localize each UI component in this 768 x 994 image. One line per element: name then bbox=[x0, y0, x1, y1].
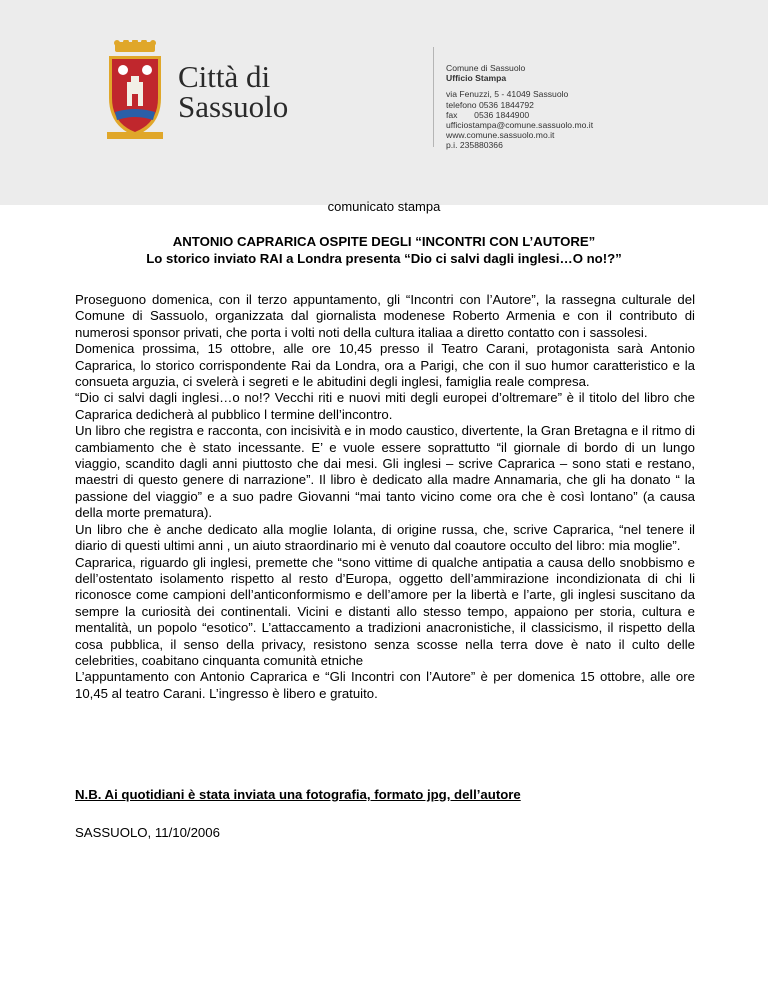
city-crest-icon bbox=[103, 40, 167, 142]
vat-line: p.i. 235880366 bbox=[446, 140, 503, 151]
paragraph: Un libro che è anche dedicato alla moglie Iolanta, di origine russa, che, scrive Caprarica, “nel tenere il diario di questi ultimi anni , un aiuto straordinario mi è venuto dal coautore occulto del libro: mia moglie”. bbox=[75, 521, 695, 554]
phone-line: telefono 0536 1844792 bbox=[446, 99, 534, 110]
paragraph: “Dio ci salvi dagli inglesi…o no!? Vecchi riti e nuovi miti degli europei d’oltremare” è il titolo del libro che Caprarica dedicherà al pubblico l termine dell’incontro. bbox=[75, 390, 695, 422]
office-name: Comune di Sassuolo bbox=[446, 63, 526, 73]
press-release-body bbox=[75, 292, 695, 702]
address-line: via Fenuzzi, 5 - 41049 Sassuolo bbox=[446, 89, 569, 100]
paragraph: L’appuntamento con Antonio Caprarica e “Gli Incontri con l’Autore” è per domenica 15 ottobre, alle ore 10,45 al teatro Carani. L’ingresso è libero e gratuito. bbox=[75, 669, 695, 701]
paragraph: Caprarica, riguardo gli inglesi, premette che “sono vittime di qualche antipatia a causa dello snobbismo e dell’ostentato isolamento rispetto al resto d’Europa, oggetto dell’ammirazione incondizionata di chi li riconosce come campioni dell’anticonformismo e dell’amore per la libertà e l’arte, gli inglesi suscitano da sempre la curiosità dei continentali. Vicini e distanti allo stesso tempo, appaiono per storia, cultura e mentalità, un popolo “esotico”. L’attaccamento a tradizioni anacronistiche, il classicismo, il rispetto della cosa pubblica, il senso della privacy, resistono senza scosse nella terra dove è nato il culto delle celebrities, coabitano cinquanta comunità etniche bbox=[75, 554, 695, 668]
headline bbox=[100, 233, 668, 267]
fax-line: fax 0536 1844900 bbox=[446, 109, 530, 120]
office-contacts bbox=[446, 63, 593, 151]
paragraph: Proseguono domenica, con il terzo appuntamento, gli “Incontri con l’Autore”, la rassegna culturale del Comune di Sassuolo, organizzata dal giornalista modenese Roberto Armenia e con il contributo di numerosi sponsor privati, che porta i volti noti della cultura italiaa a diretto contatto con i sassolesi. bbox=[75, 292, 695, 340]
website-line: www.comune.sassuolo.mo.it bbox=[446, 130, 555, 141]
dateline: SASSUOLO, 11/10/2006 bbox=[75, 825, 220, 840]
paragraph: Un libro che registra e racconta, con incisività e in modo caustico, divertente, la Gran Bretagna e il ritmo di cambiamento che è stato incessante. E’ e vuole essere soprattutto “il giornale di bordo di un lungo viaggio, scandito dagli anni piuttosto che dai mesi. Gli inglesi – scrive Caprarica – sono stati e restano, maestri di questo genere di narrazione”. Il libro è dedicato alla madre Annamaria, che gli ha donato “ la passione del viaggio” e a suo padre Giovanni “mai tanto vicino come ora che è così lontano” (a causa della morte prematura). bbox=[75, 423, 695, 521]
nb-note: N.B. Ai quotidiani è stata inviata una fotografia, formato jpg, dell’autore bbox=[75, 787, 521, 802]
headline-subtitle: Lo storico inviato RAI a Londra presenta “Dio ci salvi dagli inglesi…O no!?” bbox=[146, 251, 622, 266]
logo-line-2: Sassuolo bbox=[178, 89, 289, 124]
office-dept: Ufficio Stampa bbox=[446, 73, 507, 84]
header-divider bbox=[433, 47, 434, 147]
headline-title: ANTONIO CAPRARICA OSPITE DEGLI “INCONTRI CON L’AUTORE” bbox=[172, 234, 596, 249]
document-kicker: comunicato stampa bbox=[327, 199, 441, 214]
paragraph: Domenica prossima, 15 ottobre, alle ore 10,45 presso il Teatro Carani, protagonista sarà Antonio Caprarica, lo storico corrispondente Rai da Londra, ora a Parigi, che con il suo humor caratteristico e la consueta arguzia, ci svelerà i segreti e le abitudini degli inglesi, famiglia reale compresa. bbox=[75, 341, 695, 390]
city-logo-text bbox=[178, 59, 289, 124]
logo-line-1: Città di bbox=[178, 59, 271, 94]
email-line: ufficiostampa@comune.sassuolo.mo.it bbox=[446, 120, 594, 131]
